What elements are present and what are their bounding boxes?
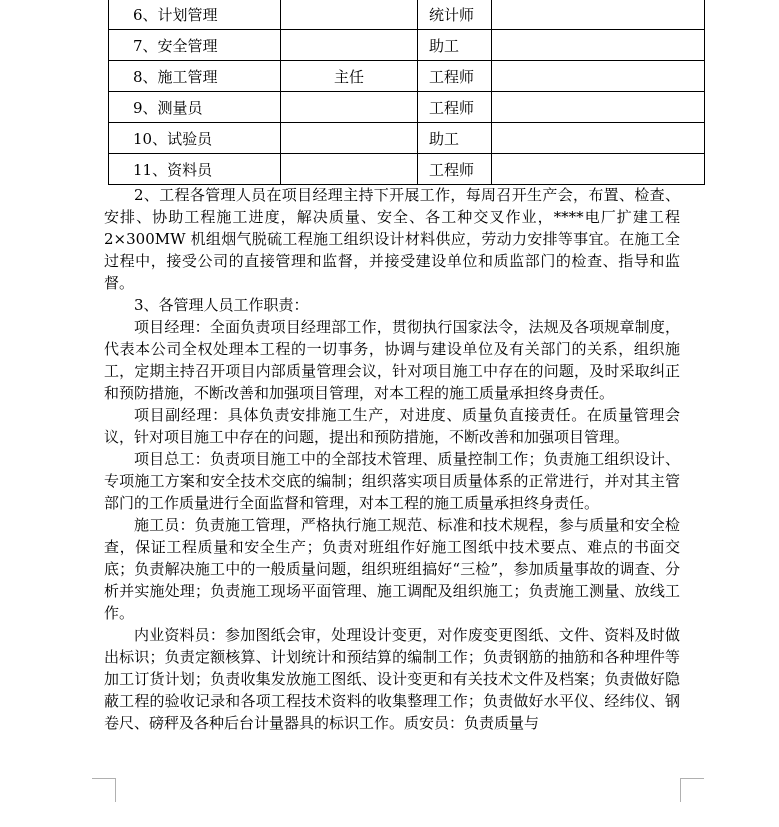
table-row <box>109 30 705 61</box>
paragraph-meeting: 2、工程各管理人员在项目经理主持下开展工作，每周召开生产会，布置、检查、安排、协助工程施工进度，解决质量、安全、各工种交叉作业，****电厂扩建工程 2×300MW 机组烟气脱硫工程施工组织设计材料供应，劳动力安排等事宜。在施工全过程中，接受公司的直接管理和监督，并接受建设单位和质监部门的检查、指导和监督。 <box>104 186 680 292</box>
grade-cell: 助工 <box>418 123 492 154</box>
grade-cell: 工程师 <box>418 61 492 92</box>
paragraph-chief-engineer: 项目总工：负责项目施工中的全部技术管理、质量控制工作；负责施工组织设计、专项施工方案和安全技术交底的编制；组织落实项目质量体系的正常进行，并对其主管部门的工作质量进行全面监督和管理，对本工程的施工质量承担终身责任。 <box>104 450 680 512</box>
note-cell <box>492 92 705 123</box>
crop-mark-left-horizontal <box>92 778 116 779</box>
role-cell: 10、试验员 <box>109 123 281 154</box>
crop-mark-right-vertical <box>680 778 681 802</box>
note-cell <box>492 61 705 92</box>
grade-cell: 工程师 <box>418 154 492 185</box>
role-cell: 8、施工管理 <box>109 61 281 92</box>
note-cell <box>492 30 705 61</box>
title-cell <box>281 154 418 185</box>
grade-cell: 工程师 <box>418 92 492 123</box>
grade-cell: 助工 <box>418 30 492 61</box>
crop-mark-right-horizontal <box>680 778 704 779</box>
crop-mark-left-vertical <box>115 778 116 802</box>
note-cell <box>492 0 705 30</box>
role-cell: 9、测量员 <box>109 92 281 123</box>
table-row <box>109 92 705 123</box>
table-row <box>109 0 705 30</box>
role-cell: 7、安全管理 <box>109 30 281 61</box>
paragraph-duties-heading: 3、各管理人员工作职责： <box>134 296 309 314</box>
note-cell <box>492 154 705 185</box>
paragraph-deputy-manager: 项目副经理：具体负责安排施工生产，对进度、质量负直接责任。在质量管理会议，针对项目施工中存在的问题，提出和预防措施，不断改善和加强项目管理。 <box>104 406 680 446</box>
staff-table <box>108 0 705 185</box>
title-cell <box>281 123 418 154</box>
role-cell: 6、计划管理 <box>109 0 281 30</box>
title-cell <box>281 30 418 61</box>
note-cell <box>492 123 705 154</box>
grade-cell: 统计师 <box>418 0 492 30</box>
table-row <box>109 61 705 92</box>
document-body <box>104 184 680 734</box>
paragraph-construction-staff: 施工员：负责施工管理，严格执行施工规范、标准和技术规程，参与质量和安全检查，保证工程质量和安全生产；负责对班组作好施工图纸中技术要点、难点的书面交底；负责解决施工中的一般质量问题，组织班组搞好“三检”，参加质量事故的调查、分析并实施处理；负责施工现场平面管理、施工调配及组织施工；负责施工测量、放线工作。 <box>104 516 680 622</box>
table-row <box>109 154 705 185</box>
title-cell <box>281 92 418 123</box>
paragraph-project-manager: 项目经理：全面负责项目经理部工作，贯彻执行国家法令，法规及各项规章制度，代表本公司全权处理本工程的一切事务，协调与建设单位及有关部门的关系，组织施工，定期主持召开项目内部质量管理会议，针对项目施工中存在的问题，及时采取纠正和预防措施，不断改善和加强项目管理，对本工程的施工质量承担终身责任。 <box>104 318 680 402</box>
title-cell: 主任 <box>281 61 418 92</box>
table-row <box>109 123 705 154</box>
title-cell <box>281 0 418 30</box>
role-cell: 11、资料员 <box>109 154 281 185</box>
paragraph-document-clerk: 内业资料员：参加图纸会审，处理设计变更，对作废变更图纸、文件、资料及时做出标识；负责定额核算、计划统计和预结算的编制工作；负责钢筋的抽筋和各种埋件等加工订货计划；负责收集发放施工图纸、设计变更和有关技术文件及档案；负责做好隐蔽工程的验收记录和各项工程技术资料的收集整理工作；负责做好水平仪、经纬仪、钢卷尺、磅秤及各种后台计量器具的标识工作。质安员：负责质量与 <box>104 626 680 732</box>
staff-table-body <box>109 0 705 185</box>
